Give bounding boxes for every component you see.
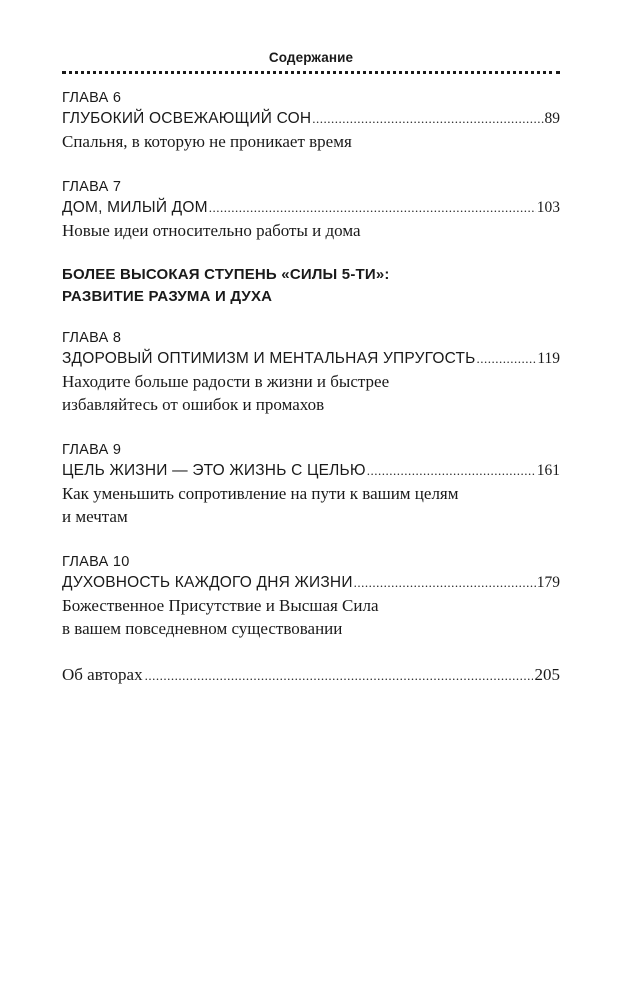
dot-leader bbox=[367, 460, 536, 482]
toc-chapter-8 bbox=[62, 328, 560, 416]
chapter-label: ГЛАВА 10 bbox=[62, 554, 130, 570]
dot-leader bbox=[312, 108, 543, 130]
page-number: 89 bbox=[544, 110, 560, 127]
toc-chapter-10 bbox=[62, 552, 560, 640]
toc-entry-link[interactable] bbox=[62, 197, 560, 219]
toc-chapter-7 bbox=[62, 177, 560, 242]
dot-leader bbox=[145, 665, 533, 687]
toc-entry-link[interactable] bbox=[62, 108, 560, 130]
dot-leader bbox=[209, 197, 536, 219]
section-heading-line: БОЛЕЕ ВЫСОКАЯ СТУПЕНЬ «СИЛЫ 5-ТИ»: bbox=[62, 266, 390, 283]
chapter-title: ЗДОРОВЫЙ ОПТИМИЗМ И МЕНТАЛЬНАЯ УПРУГОСТЬ bbox=[62, 350, 476, 367]
chapter-title: ГЛУБОКИЙ ОСВЕЖАЮЩИЙ СОН bbox=[62, 110, 312, 127]
toc-entry-link[interactable] bbox=[62, 348, 560, 370]
chapter-label: ГЛАВА 7 bbox=[62, 179, 122, 195]
chapter-subtitle: Как уменьшить сопротивление на пути к вашим целям bbox=[62, 484, 459, 503]
section-heading bbox=[62, 264, 560, 308]
toc-entry-link[interactable] bbox=[62, 572, 560, 594]
section-heading-line: РАЗВИТИЕ РАЗУМА И ДУХА bbox=[62, 288, 273, 305]
chapter-title: ДОМ, МИЛЫЙ ДОМ bbox=[62, 199, 208, 216]
chapter-subtitle: и мечтам bbox=[62, 507, 128, 526]
page-number: 179 bbox=[536, 574, 560, 591]
chapter-title: ЦЕЛЬ ЖИЗНИ — ЭТО ЖИЗНЬ С ЦЕЛЬЮ bbox=[62, 462, 366, 479]
chapter-subtitle: избавляйтесь от ошибок и промахов bbox=[62, 395, 325, 414]
chapter-subtitle: Находите больше радости в жизни и быстрее bbox=[62, 372, 390, 391]
chapter-label: ГЛАВА 9 bbox=[62, 442, 122, 458]
chapter-subtitle: Спальня, в которую не проникает время bbox=[62, 132, 352, 151]
running-head: Содержание bbox=[268, 50, 354, 65]
toc-chapter-6 bbox=[62, 88, 560, 153]
page-number: 103 bbox=[536, 199, 560, 216]
page-number: 161 bbox=[536, 462, 560, 479]
page-number: 205 bbox=[534, 665, 560, 684]
toc-chapter-9 bbox=[62, 440, 560, 528]
header-dotted-rule bbox=[62, 71, 560, 74]
about-authors-label: Об авторах bbox=[62, 665, 143, 684]
chapter-label: ГЛАВА 6 bbox=[62, 90, 122, 106]
chapter-subtitle: в вашем повседневном существовании bbox=[62, 619, 343, 638]
page-number: 119 bbox=[537, 350, 560, 367]
table-of-contents bbox=[62, 88, 560, 687]
dot-leader bbox=[477, 348, 537, 370]
chapter-label: ГЛАВА 8 bbox=[62, 330, 122, 346]
chapter-title: ДУХОВНОСТЬ КАЖДОГО ДНЯ ЖИЗНИ bbox=[62, 574, 353, 591]
toc-entry-about-authors[interactable] bbox=[62, 664, 560, 687]
dot-leader bbox=[354, 572, 536, 594]
chapter-subtitle: Новые идеи относительно работы и дома bbox=[62, 221, 361, 240]
chapter-subtitle: Божественное Присутствие и Высшая Сила bbox=[62, 596, 379, 615]
toc-entry-link[interactable] bbox=[62, 460, 560, 482]
